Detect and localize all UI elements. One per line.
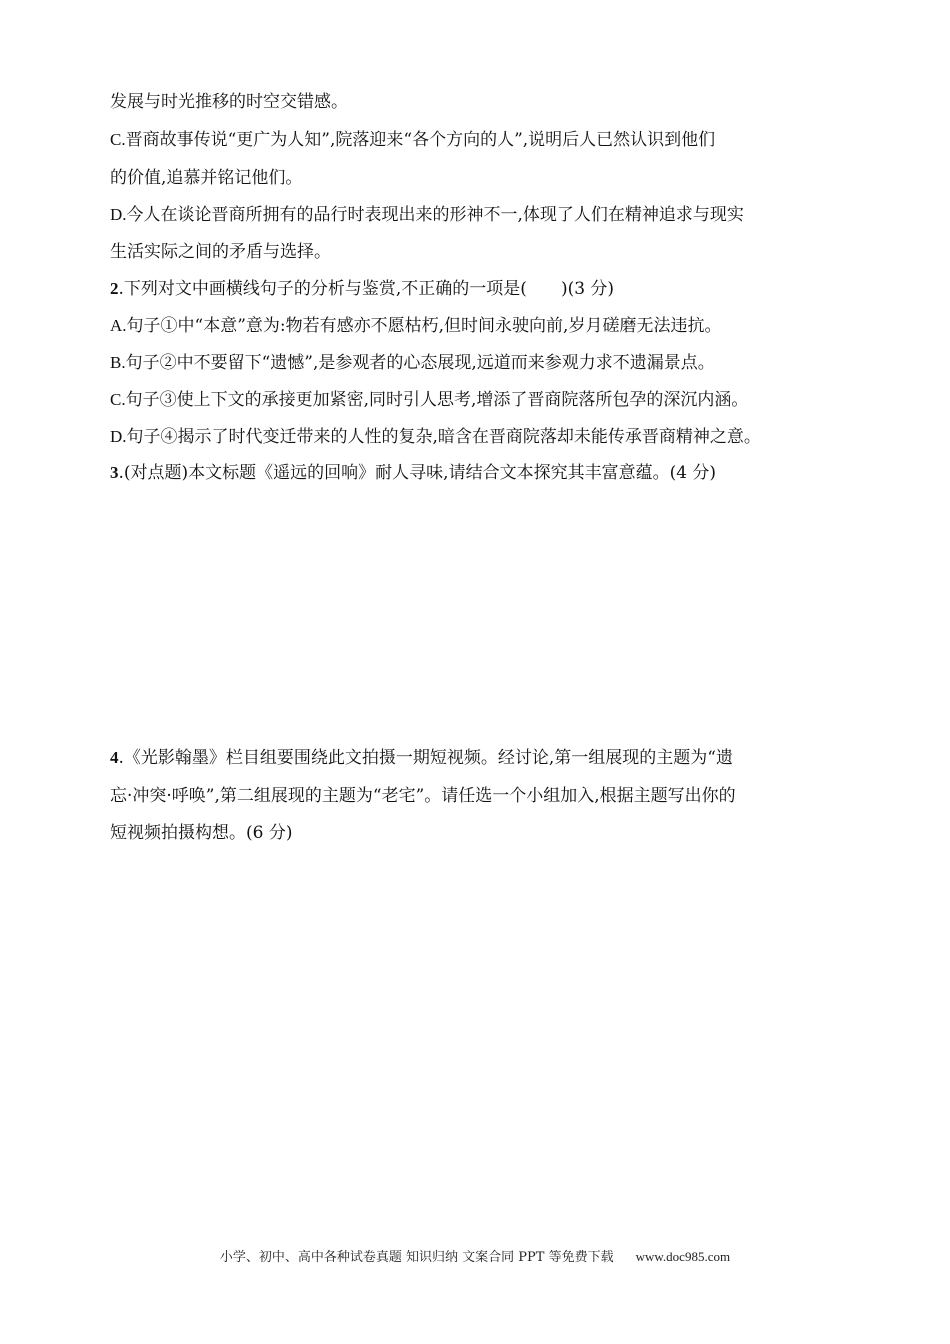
q3-stem bbox=[110, 461, 845, 485]
q2-option-b-text: 句子②中不要留下“遗憾”,是参观者的心态展现,远道而来参观力求不遗漏景点。 bbox=[125, 353, 715, 373]
q4-stem bbox=[110, 746, 845, 770]
q1-option-d bbox=[110, 203, 845, 227]
q1-option-c-text: 晋商故事传说“更广为人知”,院落迎来“各个方向的人”,说明后人已然认识到他们 bbox=[125, 130, 716, 150]
q1-option-c-label: C. bbox=[110, 130, 126, 149]
q2-stem bbox=[110, 277, 845, 301]
q4-number: 4 bbox=[110, 748, 119, 767]
q2-number: 2 bbox=[110, 279, 119, 298]
q1-option-d-text: 今人在谈论晋商所拥有的品行时表现出来的形神不一,体现了人们在精神追求与现实 bbox=[126, 205, 744, 225]
q2-option-a-text: 句子①中“本意”意为:物若有感亦不愿枯朽,但时间永驶向前,岁月磋磨无法违抗。 bbox=[126, 316, 722, 336]
q1-option-d-cont bbox=[110, 240, 845, 264]
q1-option-c-cont bbox=[110, 166, 845, 190]
q1-continuation bbox=[110, 90, 845, 114]
q1-option-c bbox=[110, 128, 845, 152]
footer-text: 小学、初中、高中各种试卷真题 知识归纳 文案合同 PPT 等免费下载 bbox=[219, 1250, 614, 1265]
q4-stem-line-3: 短视频拍摄构想。(6 分) bbox=[110, 823, 293, 843]
q3-answer-space[interactable] bbox=[110, 495, 845, 730]
q2-option-c bbox=[110, 388, 845, 412]
page-footer bbox=[0, 1247, 950, 1268]
q4-stem-cont-1 bbox=[110, 784, 845, 808]
q3-stem-text: .(对点题)本文标题《遥远的回响》耐人寻味,请结合文本探究其丰富意蕴。(4 分) bbox=[118, 463, 717, 483]
q2-option-b bbox=[110, 351, 845, 375]
q1-option-d-text-2: 生活实际之间的矛盾与选择。 bbox=[110, 242, 331, 262]
q2-option-a bbox=[110, 314, 845, 338]
footer-url[interactable]: www.doc985.com bbox=[635, 1249, 731, 1264]
q4-stem-line-1: .《光影翰墨》栏目组要围绕此文拍摄一期短视频。经讨论,第一组展现的主题为“遗 bbox=[118, 748, 733, 768]
q4-stem-line-2: 忘·冲突·呼唤”,第二组展现的主题为“老宅”。请任选一个小组加入,根据主题写出你的 bbox=[110, 786, 736, 806]
q2-option-c-label: C. bbox=[110, 390, 126, 409]
q3-number: 3 bbox=[110, 463, 119, 482]
q1-option-c-text-2: 的价值,追慕并铭记他们。 bbox=[110, 168, 303, 188]
q2-option-d bbox=[110, 425, 845, 449]
q2-option-a-label: A. bbox=[110, 316, 127, 335]
q2-option-d-label: D. bbox=[110, 427, 127, 446]
q4-answer-space[interactable] bbox=[110, 860, 845, 1220]
q2-option-c-text: 句子③使上下文的承接更加紧密,同时引人思考,增添了晋商院落所包孕的深沉内涵。 bbox=[125, 390, 749, 410]
q2-stem-text: .下列对文中画横线句子的分析与鉴赏,不正确的一项是( )(3 分) bbox=[118, 279, 615, 299]
q1-option-d-label: D. bbox=[110, 205, 127, 224]
q4-stem-cont-2 bbox=[110, 821, 845, 845]
q1-cont-text: 发展与时光推移的时空交错感。 bbox=[110, 92, 348, 112]
q2-option-d-text: 句子④揭示了时代变迁带来的人性的复杂,暗含在晋商院落却未能传承晋商精神之意。 bbox=[126, 427, 761, 447]
q2-option-b-label: B. bbox=[110, 353, 126, 372]
